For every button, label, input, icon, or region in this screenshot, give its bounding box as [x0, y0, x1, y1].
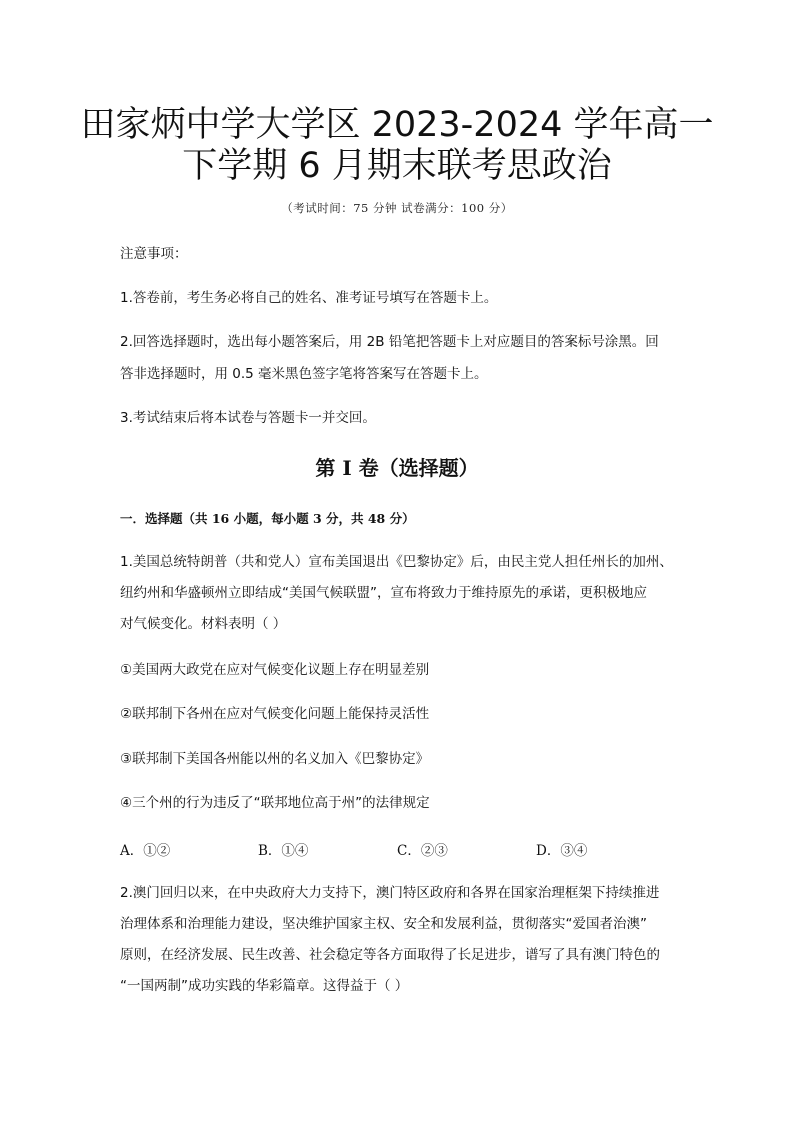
- question-1-option-d: D．③④: [536, 843, 588, 859]
- question-2-line-2: 治理体系和治理能力建设，坚决维护国家主权、安全和发展利益，贯彻落实“爱国者治澳”: [120, 916, 647, 932]
- exam-title-line-1: 田家炳中学大学区 2023-2024 学年高一: [80, 105, 714, 145]
- question-1-statement-4: ④三个州的行为违反了“联邦地位高于州”的法律规定: [120, 795, 430, 811]
- question-1-line-3: 对气候变化。材料表明（ ）: [120, 616, 287, 632]
- part-heading: 一．选择题（共 16 小题，每小题 3 分，共 48 分）: [120, 511, 415, 526]
- notice-item-3: 3.考试结束后将本试卷与答题卡一并交回。: [120, 410, 376, 426]
- notice-item-2-line-2: 答非选择题时，用 0.5 毫米黑色签字笔将答案写在答题卡上。: [120, 366, 488, 382]
- question-1-option-b: B．①④: [258, 843, 309, 859]
- exam-title-line-2: 下学期 6 月期末联考思政治: [182, 146, 612, 186]
- question-1-statement-1: ①美国两大政党在应对气候变化议题上存在明显差别: [120, 662, 430, 678]
- question-1-line-2: 纽约州和华盛顿州立即结成“美国气候联盟”，宣布将致力于维持原先的承诺，更积极地应: [120, 585, 647, 601]
- question-1-statement-2: ②联邦制下各州在应对气候变化问题上能保持灵活性: [120, 706, 430, 722]
- exam-time-and-score: （考试时间：75 分钟 试卷满分：100 分）: [281, 201, 513, 215]
- notice-item-2-line-1: 2.回答选择题时，选出每小题答案后，用 2B 铅笔把答题卡上对应题目的答案标号涂黑。回: [120, 334, 659, 350]
- question-2-line-4: “一国两制”成功实践的华彩篇章。这得益于（ ）: [120, 978, 409, 994]
- question-1-option-a: A．①②: [120, 843, 171, 859]
- question-1-statement-3: ③联邦制下美国各州能以州的名义加入《巴黎协定》: [120, 751, 430, 767]
- notice-heading: 注意事项：: [120, 246, 188, 262]
- question-1-line-1: 1.美国总统特朗普（共和党人）宣布美国退出《巴黎协定》后，由民主党人担任州长的加州、: [120, 554, 673, 570]
- question-1-option-c: C．②③: [397, 843, 448, 859]
- question-2-line-1: 2.澳门回归以来，在中央政府大力支持下，澳门特区政府和各界在国家治理框架下持续推进: [120, 885, 660, 901]
- notice-item-1: 1.答卷前，考生务必将自己的姓名、准考证号填写在答题卡上。: [120, 290, 498, 306]
- section-title: 第 I 卷（选择题）: [315, 456, 479, 480]
- question-2-line-3: 原则，在经济发展、民生改善、社会稳定等各方面取得了长足进步，谱写了具有澳门特色的: [120, 947, 660, 963]
